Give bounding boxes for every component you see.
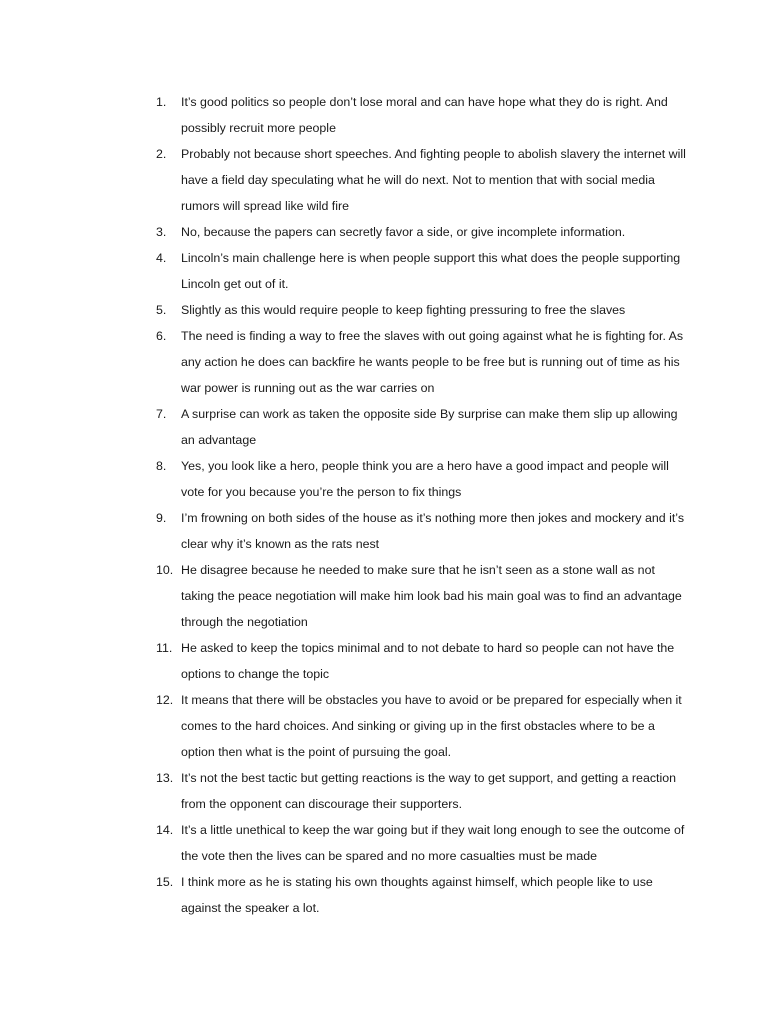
answer-text: It’s not the best tactic but getting reactions is the way to get support, and getting a reaction from the opponent can discourage their supporters. [181, 771, 677, 811]
answer-number: 3. [156, 225, 167, 239]
answer-number: 11. [156, 641, 173, 655]
answer-text: Slightly as this would require people to keep fighting pressuring to free the slaves [181, 303, 626, 317]
answer-item [156, 635, 686, 687]
answer-text: He disagree because he needed to make sure that he isn’t seen as a stone wall as not taking the peace negotiation will make him look bad his main goal was to find an advantage through the negotiation [181, 563, 682, 629]
answer-text: Yes, you look like a hero, people think you are a hero have a good impact and people will vote for you because you’re the person to fix things [181, 459, 669, 499]
answer-item [156, 453, 686, 505]
answer-number: 13. [156, 771, 174, 785]
answer-item [156, 505, 686, 557]
answer-number: 12. [156, 693, 174, 707]
answer-number: 8. [156, 459, 167, 473]
answer-number: 9. [156, 511, 167, 525]
answer-number: 5. [156, 303, 167, 317]
answer-number: 1. [156, 95, 167, 109]
answer-text: No, because the papers can secretly favor a side, or give incomplete information. [181, 225, 626, 239]
answer-number: 7. [156, 407, 167, 421]
answer-text: He asked to keep the topics minimal and to not debate to hard so people can not have the options to change the topic [181, 641, 675, 681]
answer-item [156, 141, 686, 219]
answer-text: The need is finding a way to free the slaves with out going against what he is fighting for. As any action he does can backfire he wants people to be free but is running out of time as his war power is running out as the war carries on [181, 329, 684, 395]
answer-number: 6. [156, 329, 167, 343]
answer-number: 4. [156, 251, 167, 265]
answer-number: 10. [156, 563, 174, 577]
answer-text: Lincoln’s main challenge here is when people support this what does the people supporting Lincoln get out of it. [181, 251, 681, 291]
answer-item [156, 323, 686, 401]
answer-item [156, 297, 686, 323]
answer-item [156, 245, 686, 297]
answer-item [156, 869, 686, 921]
answer-number: 15. [156, 875, 174, 889]
answer-text: It’s good politics so people don’t lose moral and can have hope what they do is right. And possibly recruit more people [181, 95, 668, 135]
answer-item [156, 687, 686, 765]
answer-item [156, 401, 686, 453]
answer-text: It’s a little unethical to keep the war going but if they wait long enough to see the outcome of the vote then the lives can be spared and no more casualties must be made [181, 823, 685, 863]
answer-item [156, 817, 686, 869]
answer-text: A surprise can work as taken the opposite side By surprise can make them slip up allowing an advantage [181, 407, 678, 447]
answer-number: 14. [156, 823, 174, 837]
answer-text: It means that there will be obstacles you have to avoid or be prepared for especially when it comes to the hard choices. And sinking or giving up in the first obstacles where to be a option then what is the point of pursuing the goal. [181, 693, 682, 759]
answer-item [156, 557, 686, 635]
answer-item [156, 89, 686, 141]
answer-item [156, 219, 686, 245]
numbered-answer-list [156, 89, 686, 921]
answer-number: 2. [156, 147, 167, 161]
answer-text: Probably not because short speeches. And fighting people to abolish slavery the internet will have a field day speculating what he will do next. Not to mention that with social media rumors will spread like wild fire [181, 147, 686, 213]
answer-item [156, 765, 686, 817]
answer-text: I think more as he is stating his own thoughts against himself, which people like to use against the speaker a lot. [181, 875, 653, 915]
answer-text: I’m frowning on both sides of the house as it’s nothing more then jokes and mockery and it’s clear why it’s known as the rats nest [181, 511, 685, 551]
